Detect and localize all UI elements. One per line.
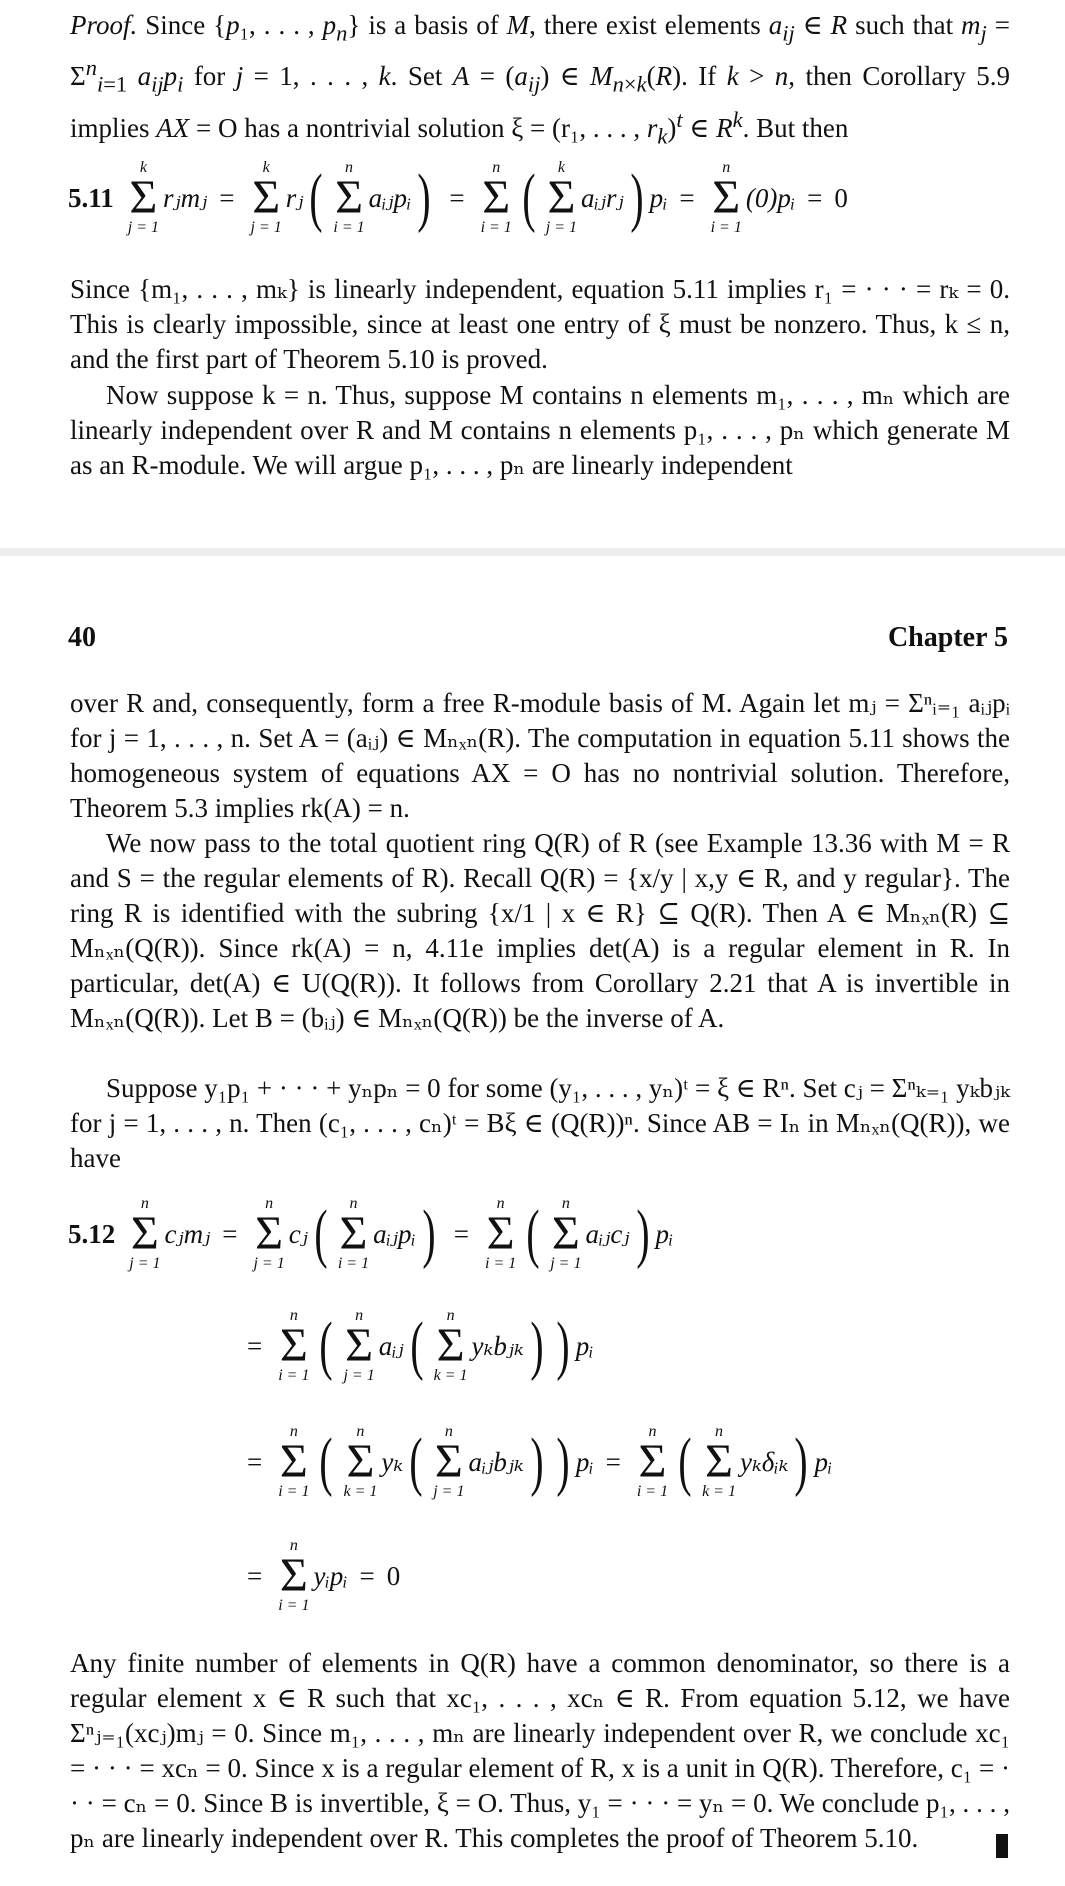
summation: n Σ i = 1 (480, 159, 512, 236)
equation-5-12-line-2: = n Σ i = 1 ( n Σ j = 1 aᵢⱼ ( n Σ k = 1 yₖbⱼₖ ) ) pᵢ (247, 1307, 594, 1384)
page-number: 40 (68, 622, 96, 653)
paragraph-conclusion: Any finite number of elements in Q(R) have a common denominator, so there is a regular element x ∈ R such that xc₁, . . . , xcₙ ∈ R. From equation 5.12, we have Σⁿⱼ₌₁(xcⱼ)mⱼ = 0. Since m₁, . . . , mₙ are linearly independent over R, we conclude xc₁ = · · · = xcₙ = 0. Since x is a regular element of R, x is a unit in Q(R). Therefore, c₁ = · · · = cₙ = 0. Since B is invertible, ξ = O. Thus, y₁ = · · · = yₙ = 0. We conclude p₁, . . . , pₙ are linearly independent over R. This completes the proof of Theorem 5.10. (70, 1648, 1010, 1853)
summation: k Σ j = 1 (250, 159, 282, 236)
equation-5-12-line-4: = n Σ i = 1 yᵢpᵢ = 0 (247, 1537, 401, 1614)
paragraph-quotient-ring: We now pass to the total quotient ring Q(R) of R (see Example 13.36 with M = R and S = the regular elements of R). Recall Q(R) = {x/y | x,y ∈ R, and y regular}. The ring R is identified with the subring {x/1 | x ∈ R} ⊆ Q(R). Then A ∈ Mₙₓₙ(R) ⊆ Mₙₓₙ(Q(R)). Since rk(A) = n, 4.11e implies det(A) is a regular element in R. In particular, det(A) ∈ U(Q(R)). It follows from Corollary 2.21 that A is invertible in Mₙₓₙ(Q(R)). Let B = (bᵢⱼ) ∈ Mₙₓₙ(Q(R)) be the inverse of A. (70, 828, 1010, 1033)
paragraph-suppose-y: Suppose y₁p₁ + · · · + yₙpₙ = 0 for some (y₁, . . . , yₙ)ᵗ = ξ ∈ Rⁿ. Set cⱼ = Σⁿₖ₌₁ yₖbⱼₖ for j = 1, . . . , n. Then (c₁, . . . , cₙ)ᵗ = Bξ ∈ (Q(R))ⁿ. Since AB = Iₙ in Mₙₓₙ(Q(R)), we have (70, 1073, 1010, 1173)
end-of-proof-mark (996, 1834, 1008, 1858)
proof-label: Proof. (70, 10, 138, 40)
paragraph-free-basis: over R and, consequently, form a free R-module basis of M. Again let mⱼ = Σⁿᵢ₌₁ aᵢⱼpᵢ for j = 1, . . . , n. Set A = (aᵢⱼ) ∈ Mₙₓₙ(R). The computation in equation 5.11 shows the homogeneous system of equations AX = O has no nontrivial solution. Therefore, Theorem 5.3 implies rk(A) = n. (70, 688, 1010, 823)
page-top-fragment (0, 0, 1065, 548)
summation: n Σ i = 1 (333, 159, 365, 236)
summation: n Σ i = 1 (710, 159, 742, 236)
equation-5-12-line-3: = n Σ i = 1 ( n Σ k = 1 yₖ ( n Σ j = 1 aᵢⱼbⱼₖ ) ) pᵢ = n Σ i = 1 ( n Σ k = 1 yₖδᵢₖ ) pᵢ (247, 1423, 833, 1500)
page-40 (0, 556, 1065, 1886)
paragraph-independence: Since {m₁, . . . , mₖ} is linearly independent, equation 5.11 implies r₁ = · · · = rₖ = 0. This is clearly impossible, since at least one entry of ξ must be nonzero. Thus, k ≤ n, and the first part of Theorem 5.10 is proved. (70, 274, 1010, 374)
equation-5-11: 5.11 k Σ j = 1 rⱼmⱼ = k Σ j = 1 rⱼ ( n Σ i = 1 aᵢⱼpᵢ ) = n Σ i = 1 ( k Σ j = 1 aᵢⱼrⱼ ) pᵢ = n Σ i = 1 (0)pᵢ = 0 (68, 159, 848, 236)
summation: k Σ j = 1 (545, 159, 578, 236)
summation: k Σ j = 1 (127, 159, 160, 236)
paragraph-suppose-k-equals-n: Now suppose k = n. Thus, suppose M contains n elements m₁, . . . , mₙ which are linearly independent over R and M contains n elements p₁, . . . , pₙ which generate M as an R-module. We will argue p₁, . . . , pₙ are linearly independent (70, 380, 1010, 480)
equation-label: 5.11 (68, 182, 114, 213)
equation-5-12-line-1: 5.12 n Σ j = 1 cⱼmⱼ = n Σ j = 1 cⱼ ( n Σ i = 1 aᵢⱼpᵢ ) = n Σ i = 1 ( n Σ j = 1 aᵢⱼcⱼ ) pᵢ (68, 1195, 674, 1272)
page-break (0, 548, 1065, 556)
equation-label: 5.12 (68, 1218, 116, 1249)
proof-paragraph-intro: Proof. Since {p₁, . . . , $p_n$} is a basis of M, there exist elements $a_{ij}$ ∈ R such that $m_j = \Sigma^n_{i=1}$ $a_{ij}p_i$ for j = 1, . . . , k. Set $A = (a_{ij})$ ∈ $M_{n\times k}(R)$. If k > n, then Corollary 5.9 implies AX = O has a nontrivial solution ξ = (r₁, . . . , $r_k)^t$ ∈ $R^k$. But then (70, 10, 1011, 149)
chapter-title: Chapter 5 (887, 622, 1008, 653)
